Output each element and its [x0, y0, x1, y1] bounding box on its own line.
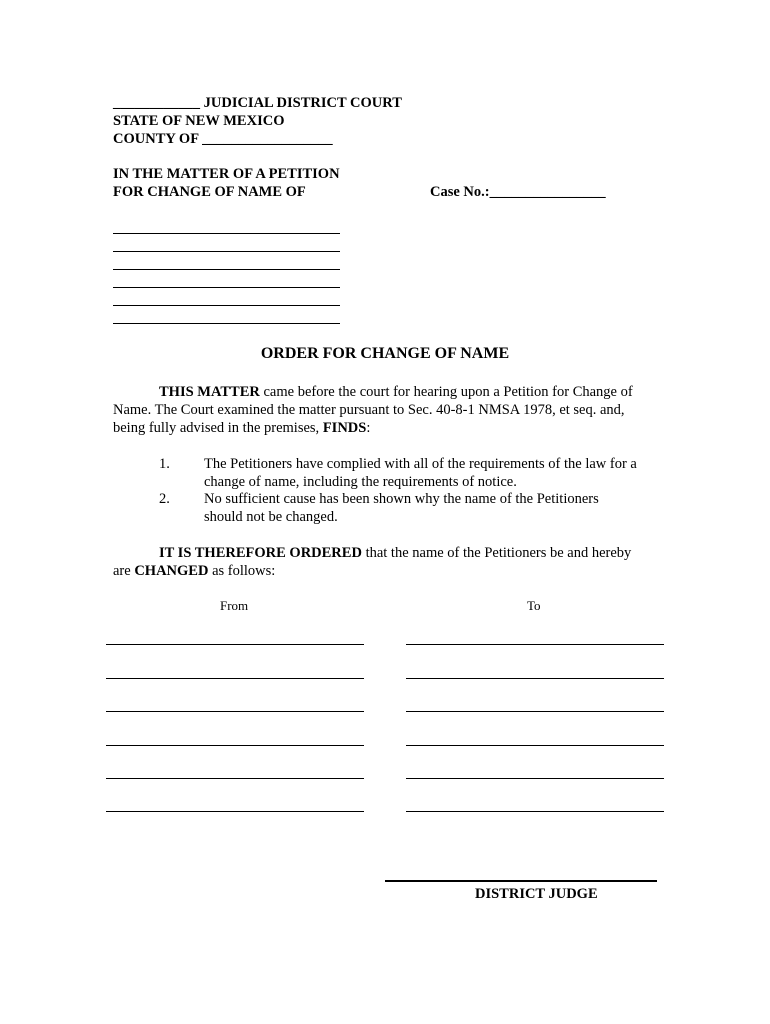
- finding-text-line: change of name, including the requirements of notice.: [204, 474, 517, 490]
- changed-word: CHANGED: [134, 563, 209, 579]
- court-number-blank: ____________: [113, 95, 200, 111]
- intro-text-1: came before the court for hearing upon a Petition for Change of: [259, 384, 633, 400]
- petitioner-name-line[interactable]: [113, 323, 340, 324]
- from-name-line[interactable]: [106, 678, 364, 679]
- county-line: [113, 130, 333, 148]
- intro-line-2: Name. The Court examined the matter pursuant to Sec. 40-8-1 NMSA 1978, et seq. and,: [113, 402, 625, 418]
- intro-text-3: being fully advised in the premises,: [113, 420, 323, 436]
- case-number-blank: ________________: [489, 184, 606, 200]
- finding-number: 2.: [159, 491, 170, 507]
- from-column-header: From: [220, 598, 249, 613]
- county-label: COUNTY OF: [113, 131, 199, 147]
- district-judge-label: DISTRICT JUDGE: [475, 886, 598, 902]
- county-blank: __________________: [202, 131, 333, 147]
- petitioner-name-line[interactable]: [113, 269, 340, 270]
- intro-line-1: [159, 383, 633, 401]
- order-line-1: [159, 544, 631, 562]
- ordered-lead: IT IS THEREFORE ORDERED: [159, 545, 362, 561]
- finding-text-line: should not be changed.: [204, 509, 338, 525]
- to-name-line[interactable]: [406, 711, 664, 712]
- order-text-2b: as follows:: [208, 563, 276, 579]
- to-column-header: To: [527, 598, 541, 613]
- to-name-line[interactable]: [406, 678, 664, 679]
- petitioner-name-line[interactable]: [113, 287, 340, 288]
- judge-signature-line[interactable]: [385, 880, 657, 882]
- matter-line-1: IN THE MATTER OF A PETITION: [113, 166, 340, 182]
- order-line-2: [113, 562, 275, 580]
- finding-text-line: No sufficient cause has been shown why the name of the Petitioners: [204, 491, 599, 507]
- petitioner-name-line[interactable]: [113, 305, 340, 306]
- from-name-line[interactable]: [106, 745, 364, 746]
- from-name-line[interactable]: [106, 778, 364, 779]
- this-matter-lead: THIS MATTER: [159, 384, 260, 400]
- case-number: [430, 183, 606, 201]
- intro-line-3: [113, 419, 370, 437]
- to-name-line[interactable]: [406, 745, 664, 746]
- from-name-line[interactable]: [106, 711, 364, 712]
- state-name: STATE OF NEW MEXICO: [113, 113, 285, 129]
- finds-word: FINDS: [322, 420, 367, 436]
- from-name-line[interactable]: [106, 644, 364, 645]
- finding-number: 1.: [159, 456, 170, 472]
- order-text-1: that the name of the Petitioners be and hereby: [361, 545, 632, 561]
- matter-line-2: FOR CHANGE OF NAME OF: [113, 184, 306, 200]
- to-name-line[interactable]: [406, 778, 664, 779]
- to-name-line[interactable]: [406, 644, 664, 645]
- court-name: JUDICIAL DISTRICT COURT: [203, 95, 402, 111]
- petitioner-name-line[interactable]: [113, 251, 340, 252]
- to-name-line[interactable]: [406, 811, 664, 812]
- petitioner-name-line[interactable]: [113, 233, 340, 234]
- finding-text-line: The Petitioners have complied with all of the requirements of the law for a: [204, 456, 637, 472]
- case-label: Case No.:: [430, 184, 490, 200]
- court-header: [113, 94, 402, 112]
- intro-colon: :: [366, 420, 371, 436]
- document-title: ORDER FOR CHANGE OF NAME: [260, 345, 510, 362]
- from-name-line[interactable]: [106, 811, 364, 812]
- order-text-2a: are: [113, 563, 135, 579]
